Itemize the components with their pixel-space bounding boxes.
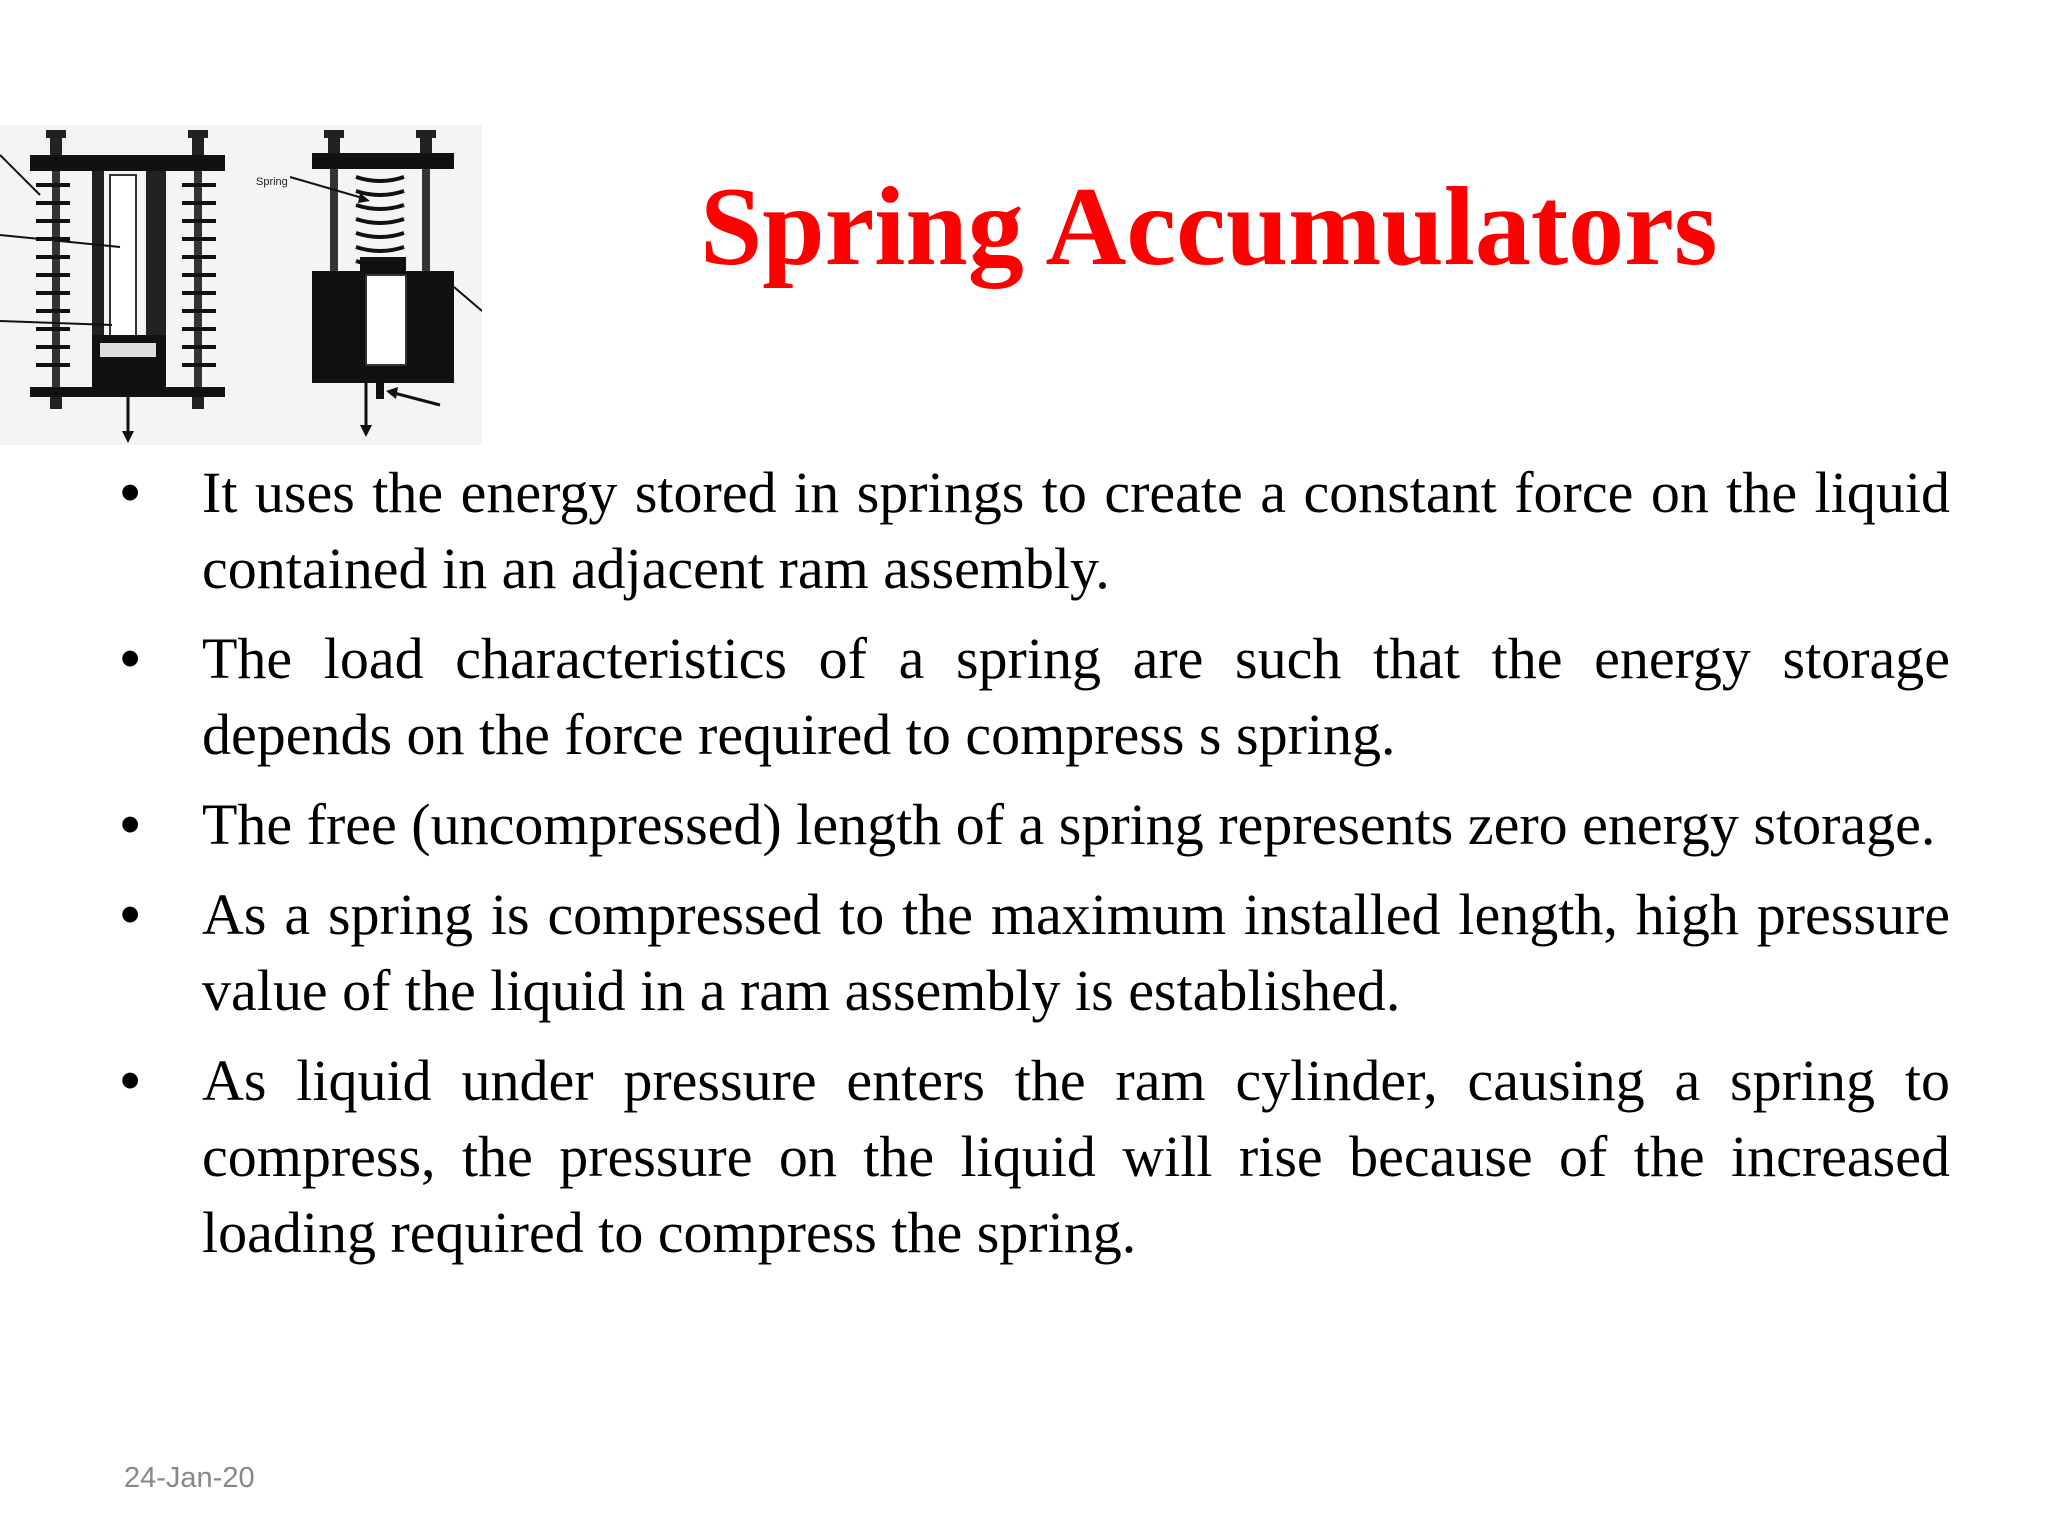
bullet-text: The load characteristics of a spring are such that the energy storage depends on the force required to compress s spring. (202, 626, 1950, 767)
bullet-marker: • (120, 460, 141, 525)
bullet-text: It uses the energy stored in springs to create a constant force on the liquid contained in an adjacent ram assembly. (202, 460, 1950, 601)
bullet-item (120, 877, 1950, 1029)
diagram-spring-label: Spring (256, 176, 288, 188)
bullet-text: As a spring is compressed to the maximum installed length, high pressure value of the liquid in a ram assembly is established. (202, 882, 1950, 1023)
bullet-marker: • (120, 1048, 141, 1113)
bullet-text: The free (uncompressed) length of a spring represents zero energy storage. (202, 792, 1936, 857)
bullet-item (120, 455, 1950, 607)
bullet-marker: • (120, 882, 141, 947)
footer-date: 24-Jan-20 (124, 1462, 255, 1494)
bullet-item (120, 621, 1950, 773)
spring-accumulator-diagram (0, 125, 482, 445)
bullet-item (120, 1043, 1950, 1271)
bullet-item (120, 787, 1950, 863)
bullet-list (120, 455, 1950, 1285)
slide-title: Spring Accumulators (700, 165, 1718, 289)
bullet-marker: • (120, 792, 141, 857)
bullet-text: As liquid under pressure enters the ram cylinder, causing a spring to compress, the pressure on the liquid will rise because of the increased loading required to compress the spring. (202, 1048, 1950, 1265)
bullet-marker: • (120, 626, 141, 691)
